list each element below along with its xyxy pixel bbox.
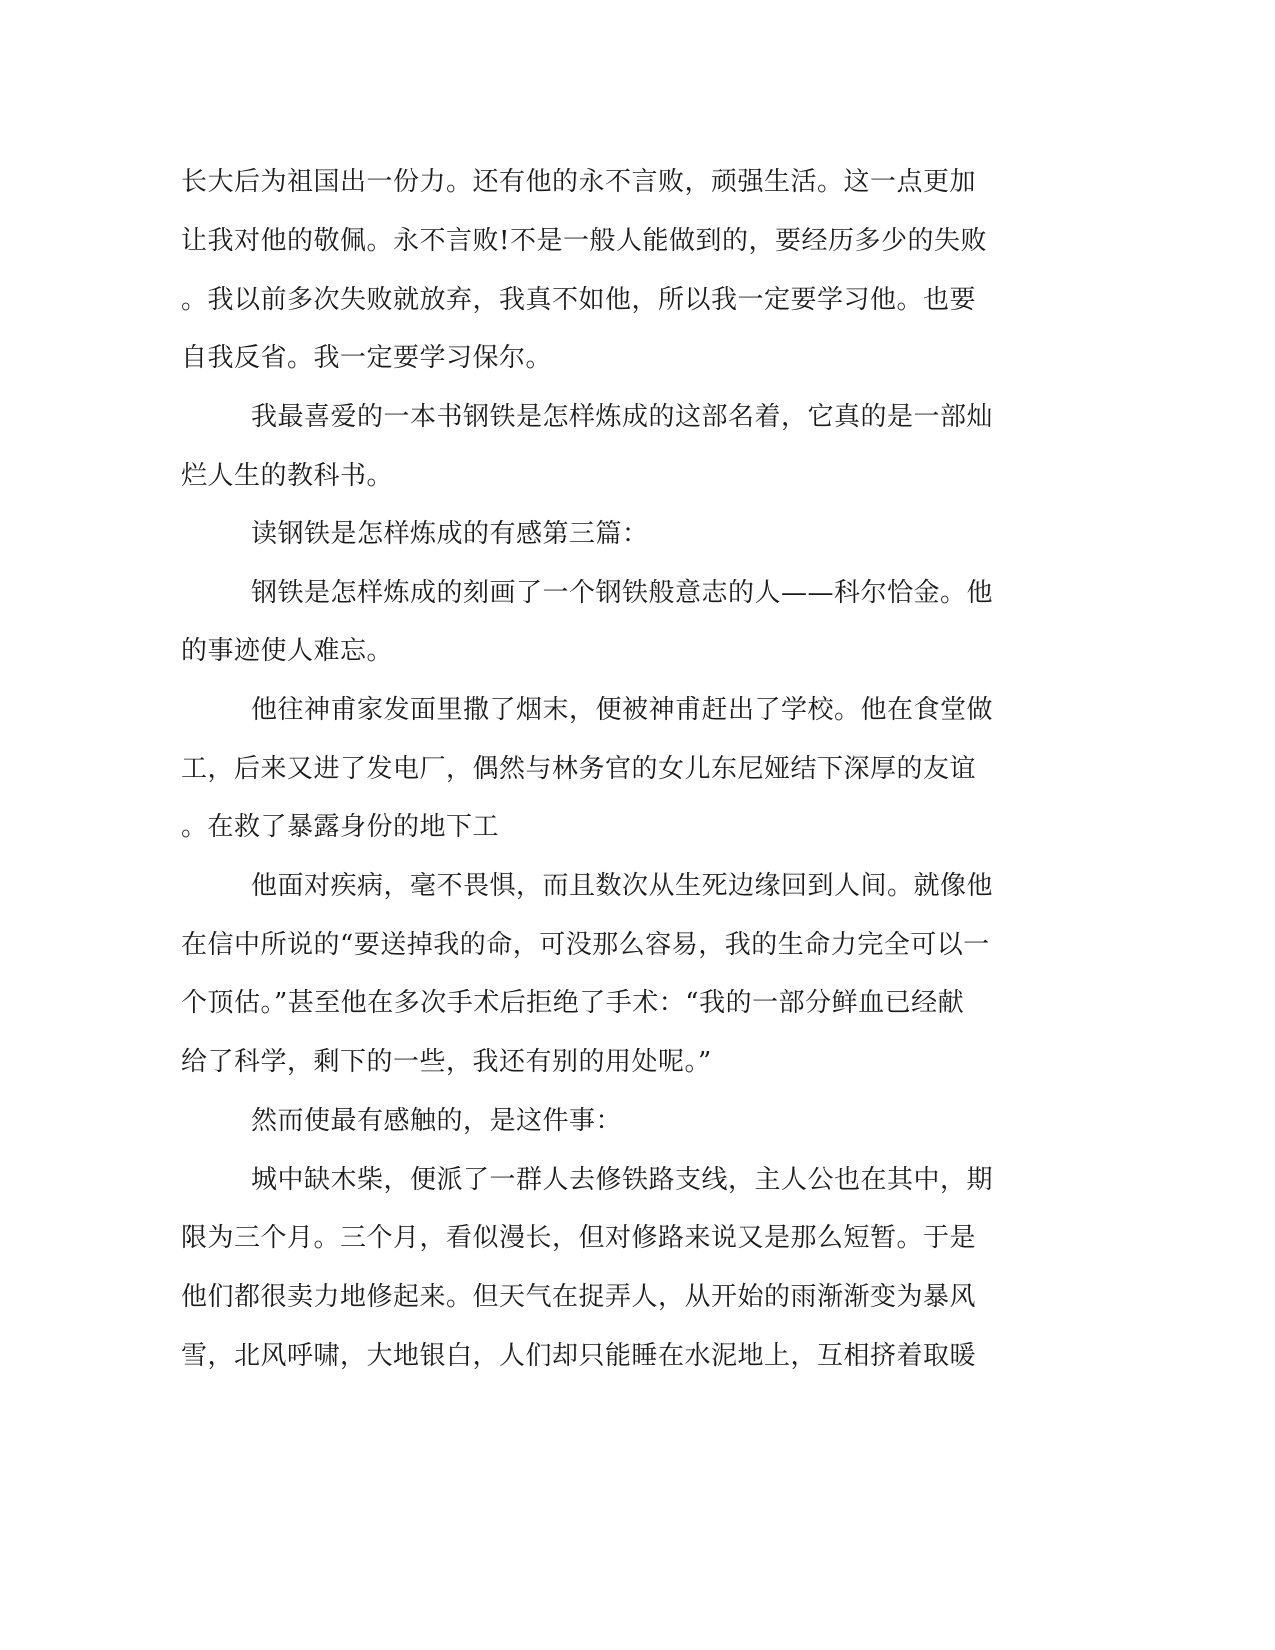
text-line: 让我对他的敬佩。永不言败!不是一般人能做到的，要经历多少的失败 bbox=[181, 226, 987, 256]
text-line: 他们都很卖力地修起来。但天气在捉弄人，从开始的雨渐渐变为暴风 bbox=[181, 1282, 977, 1312]
paragraph-first-line: 他往神甫家发面里撒了烟末，便被神甫赶出了学校。他在食堂做 bbox=[251, 695, 994, 725]
text-line: 限为三个月。三个月，看似漫长，但对修路来说又是那么短暂。于是 bbox=[181, 1223, 977, 1253]
paragraph-first-line: 然而使最有感触的，是这件事： bbox=[251, 1106, 623, 1136]
text-line: 。在救了暴露身份的地下工 bbox=[181, 812, 500, 842]
text-line: 在信中所说的“要送掉我的命，可没那么容易，我的生命力完全可以一 bbox=[181, 930, 990, 960]
text-line: 个顶估。”甚至他在多次手术后拒绝了手术：“我的一部分鲜血已经献 bbox=[181, 988, 965, 1018]
paragraph-first-line: 他面对疾病，毫不畏惧，而且数次从生死边缘回到人间。就像他 bbox=[251, 871, 994, 901]
text-line: 长大后为祖国出一份力。还有他的永不言败，顽强生活。这一点更加 bbox=[181, 167, 977, 197]
paragraph-first-line: 钢铁是怎样炼成的刻画了一个钢铁般意志的人——科尔恰金。他 bbox=[251, 578, 994, 608]
text-line: 给了科学，剩下的一些，我还有别的用处呢。” bbox=[181, 1047, 712, 1077]
text-line: 烂人生的教科书。 bbox=[181, 461, 394, 491]
text-line: 自我反省。我一定要学习保尔。 bbox=[181, 343, 553, 373]
paragraph-first-line: 我最喜爱的一本书钢铁是怎样炼成的这部名着，它真的是一部灿 bbox=[251, 402, 994, 432]
text-line: 工，后来又进了发电厂，偶然与林务官的女儿东尼娅结下深厚的友谊 bbox=[181, 754, 977, 784]
text-line: 的事迹使人难忘。 bbox=[181, 636, 394, 666]
text-line: 。我以前多次失败就放弃，我真不如他，所以我一定要学习他。也要 bbox=[181, 285, 977, 315]
paragraph-first-line: 城中缺木柴，便派了一群人去修铁路支线，主人公也在其中，期 bbox=[251, 1165, 994, 1195]
text-line: 雪，北风呼啸，大地银白，人们却只能睡在水泥地上，互相挤着取暖 bbox=[181, 1341, 977, 1371]
section-heading: 读钢铁是怎样炼成的有感第三篇： bbox=[251, 519, 649, 549]
